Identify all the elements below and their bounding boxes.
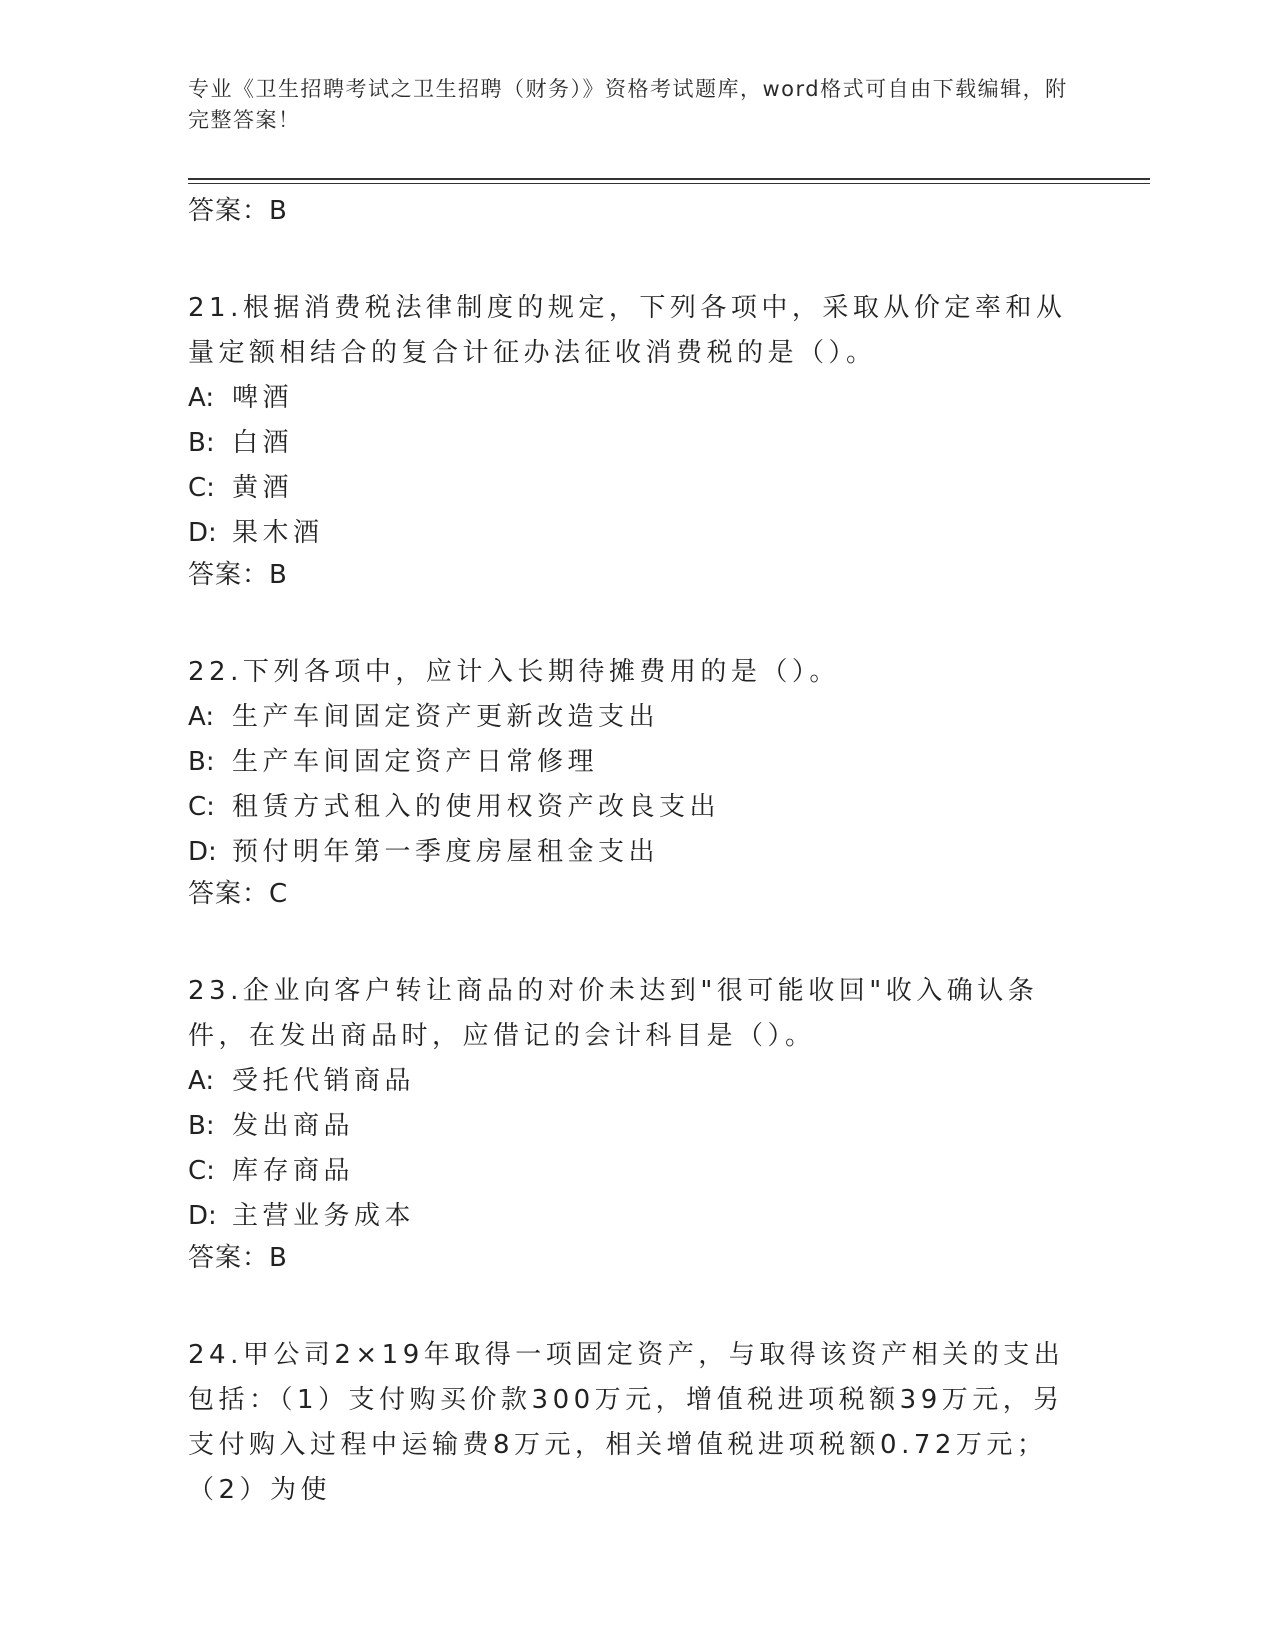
question-block xyxy=(188,969,1088,1277)
option-b xyxy=(188,740,1088,785)
option-c xyxy=(188,466,1088,511)
header-divider-thin xyxy=(188,183,1150,184)
option-letter: D: xyxy=(188,837,217,867)
option-text: 生产车间固定资产日常修理 xyxy=(232,747,599,777)
option-text: 预付明年第一季度房屋租金支出 xyxy=(232,837,660,867)
option-text: 发出商品 xyxy=(232,1111,355,1141)
answer-line: 答案：B xyxy=(188,560,288,590)
header-divider xyxy=(188,178,1150,180)
option-text: 租赁方式租入的使用权资产改良支出 xyxy=(232,792,721,822)
option-letter: D: xyxy=(188,1201,217,1231)
question-stem: 24.甲公司2×19年取得一项固定资产，与取得该资产相关的支出包括：（1）支付购买价款300万元，增值税进项税额39万元，另支付购入过程中运输费8万元，相关增值税进项税额0.72万元；（2）为使 xyxy=(188,1340,1065,1505)
option-letter: C: xyxy=(188,792,215,822)
option-letter: A: xyxy=(188,702,215,732)
answer-line: 答案：B xyxy=(188,196,288,226)
option-letter: C: xyxy=(188,473,215,503)
question-block xyxy=(188,650,1088,913)
document-body xyxy=(188,192,1088,1513)
option-letter: B: xyxy=(188,428,215,458)
question-stem: 21.根据消费税法律制度的规定，下列各项中，采取从价定率和从量定额相结合的复合计征办法征收消费税的是（）。 xyxy=(188,293,1067,368)
question-block xyxy=(188,286,1088,594)
option-text: 受托代销商品 xyxy=(232,1066,416,1096)
option-a xyxy=(188,376,1088,421)
option-text: 主营业务成本 xyxy=(232,1201,416,1231)
option-text: 啤酒 xyxy=(232,383,294,413)
option-d xyxy=(188,830,1088,875)
option-letter: A: xyxy=(188,383,215,413)
question-stem: 23.企业向客户转让商品的对价未达到"很可能收回"收入确认条件，在发出商品时，应借记的会计科目是（）。 xyxy=(188,976,1039,1051)
option-letter: C: xyxy=(188,1156,215,1186)
option-text: 生产车间固定资产更新改造支出 xyxy=(232,702,660,732)
option-b xyxy=(188,1104,1088,1149)
page-header: 专业《卫生招聘考试之卫生招聘（财务）》资格考试题库，word格式可自由下载编辑，附完整答案！ xyxy=(188,77,1068,132)
option-text: 果木酒 xyxy=(232,518,324,548)
option-d xyxy=(188,511,1088,556)
answer-line: 答案：C xyxy=(188,879,289,909)
option-c xyxy=(188,1149,1088,1194)
question-stem: 22.下列各项中，应计入长期待摊费用的是（）。 xyxy=(188,657,840,687)
option-letter: B: xyxy=(188,747,215,777)
option-c xyxy=(188,785,1088,830)
option-letter: A: xyxy=(188,1066,215,1096)
option-text: 库存商品 xyxy=(232,1156,355,1186)
option-text: 白酒 xyxy=(232,428,294,458)
answer-line: 答案：B xyxy=(188,1243,288,1273)
option-letter: B: xyxy=(188,1111,215,1141)
option-b xyxy=(188,421,1088,466)
question-block xyxy=(188,1333,1088,1513)
option-letter: D: xyxy=(188,518,217,548)
option-text: 黄酒 xyxy=(232,473,294,503)
option-a xyxy=(188,1059,1088,1104)
option-d xyxy=(188,1194,1088,1239)
option-a xyxy=(188,695,1088,740)
